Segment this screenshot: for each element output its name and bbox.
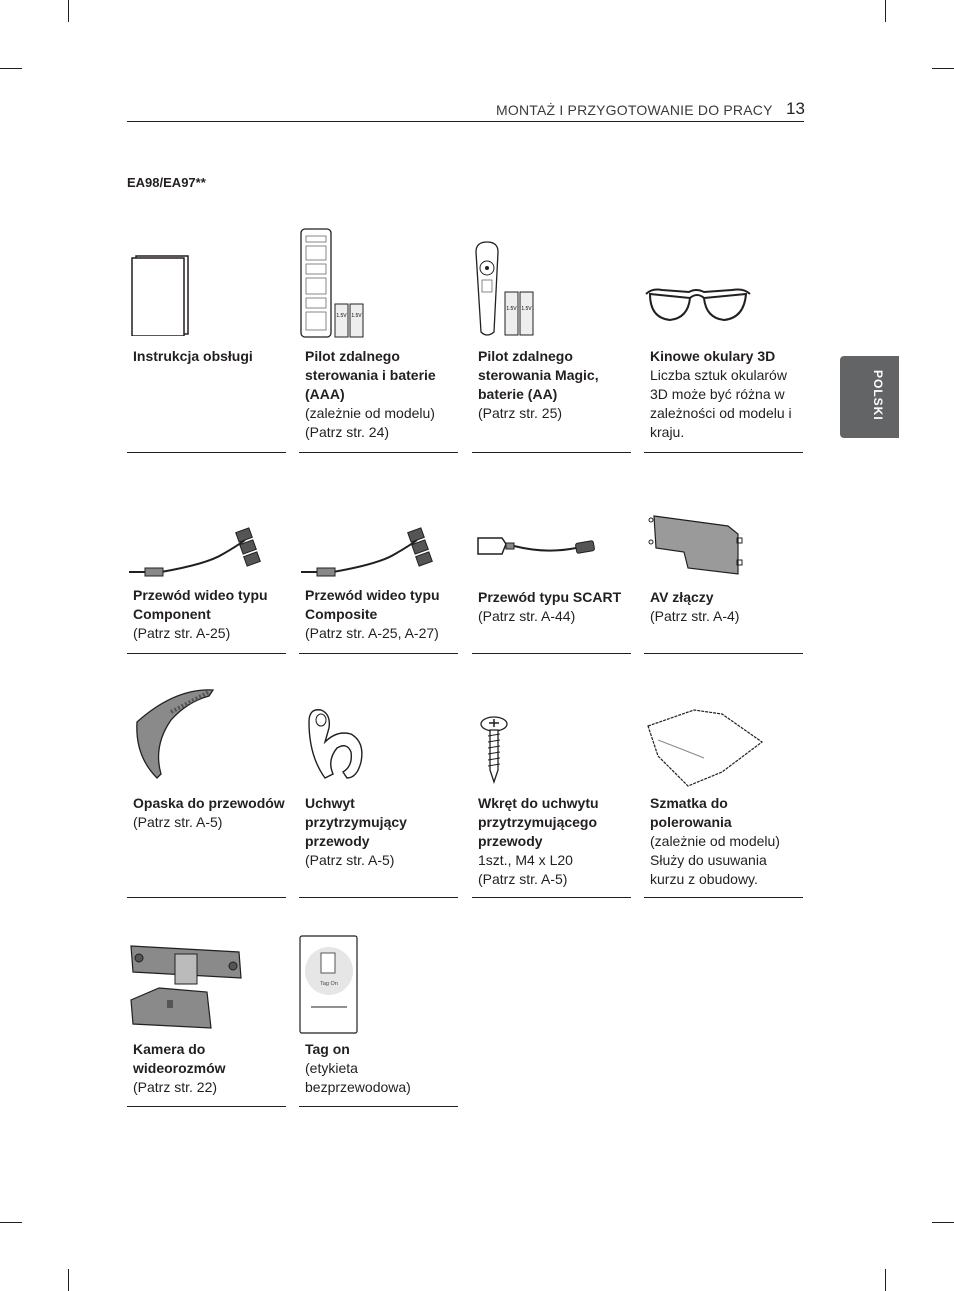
cable-tie-icon [131,686,215,782]
item-desc: (Patrz str. A-44) [478,608,576,624]
item-desc: (Patrz str. A-5) [305,852,395,868]
item-desc: 1szt., M4 x L20 (Patrz str. A-5) [478,852,573,887]
model-label: EA98/EA97** [127,175,206,190]
item-desc: (Patrz str. 22) [133,1079,218,1095]
item-title: Przewód typu SCART [478,589,622,605]
item-rule [127,653,286,654]
language-tab-label: POLSKI [871,370,885,421]
item-desc: (Patrz str. 25) [478,405,563,421]
crop-mark [68,0,69,22]
item-desc: (zależnie od modelu) (Patrz str. 24) [305,405,435,440]
item-caption [133,794,285,832]
item-title: Szmatka do polerowania [650,795,732,830]
composite-cable-icon [299,524,439,580]
crop-mark [932,1222,954,1223]
item-title: Instrukcja obsługi [133,348,253,364]
page-number: 13 [786,99,805,118]
item-rule [299,653,458,654]
av-connector-icon [648,512,744,576]
polishing-cloth-icon [644,702,766,790]
crop-mark [885,1269,886,1291]
item-desc: (zależnie od modelu) Służy do usuwania kurzu z obudowy. [650,833,780,887]
item-caption [133,347,253,366]
item-rule [299,1106,458,1107]
item-title: Wkręt do uchwytu przytrzymującego przewody [478,795,599,849]
item-desc: (Patrz str. A-25) [133,625,231,641]
component-cable-icon [127,524,267,580]
item-title: Opaska do przewodów [133,795,285,811]
item-rule [644,452,803,453]
tag-on-text: Tag On [320,981,338,987]
item-caption [478,347,631,423]
cable-holder-icon [303,706,367,782]
scart-cable-icon [476,532,602,562]
item-title: Tag on [305,1041,350,1057]
screw-icon [480,716,512,784]
item-desc: (Patrz str. A-5) [133,814,223,830]
magic-remote-icon [472,240,542,340]
item-caption [305,794,458,870]
item-title: Uchwyt przytrzymujący przewody [305,795,407,849]
item-desc: (etykieta bezprzewodowa) [305,1060,411,1095]
battery-label: 1.5V [351,313,362,319]
item-rule [127,897,286,898]
item-caption [133,586,286,643]
item-rule [644,897,803,898]
item-title: AV złączy [650,589,714,605]
item-rule [644,653,803,654]
crop-mark [0,1222,22,1223]
section-title: MONTAŻ I PRZYGOTOWANIE DO PRACY [496,102,773,118]
item-caption [305,1040,458,1097]
crop-mark [68,1269,69,1291]
item-rule [299,897,458,898]
item-title: Przewód wideo typu Component [133,587,268,622]
language-tab [840,356,899,438]
item-caption [478,588,621,626]
item-rule [472,452,631,453]
item-desc: (Patrz str. A-25, A-27) [305,625,439,641]
item-rule [127,452,286,453]
item-caption [650,794,803,889]
glasses-icon [644,284,752,334]
tag-on-card [299,935,359,1035]
item-caption [650,588,739,626]
item-desc: Liczba sztuk okularów 3D może być różna w zależności od modelu i kraju. [650,367,792,440]
battery-label: 1.5V [521,306,532,312]
item-rule [472,653,631,654]
crop-mark [932,68,954,69]
battery-label: 1.5V [506,306,517,312]
header-rule [127,121,804,122]
item-title: Przewód wideo typu Composite [305,587,440,622]
item-caption [305,347,458,442]
manual-icon [131,254,189,336]
crop-mark [0,68,22,69]
item-title: Pilot zdalnego sterowania i baterie (AAA) [305,348,436,402]
item-caption [133,1040,286,1097]
battery-label: 1.5V [336,313,347,319]
item-caption [650,347,803,442]
item-caption [478,794,631,889]
item-title: Kamera do wideorozmów [133,1041,226,1076]
item-rule [472,897,631,898]
crop-mark [885,0,886,22]
item-title: Kinowe okulary 3D [650,348,776,364]
item-rule [299,452,458,453]
remote-icon [299,228,369,340]
item-title: Pilot zdalnego sterowania Magic, baterie (AA) [478,348,599,402]
item-caption [305,586,458,643]
item-desc: (Patrz str. A-4) [650,608,740,624]
camera-icon [129,938,245,1032]
item-rule [127,1106,286,1107]
